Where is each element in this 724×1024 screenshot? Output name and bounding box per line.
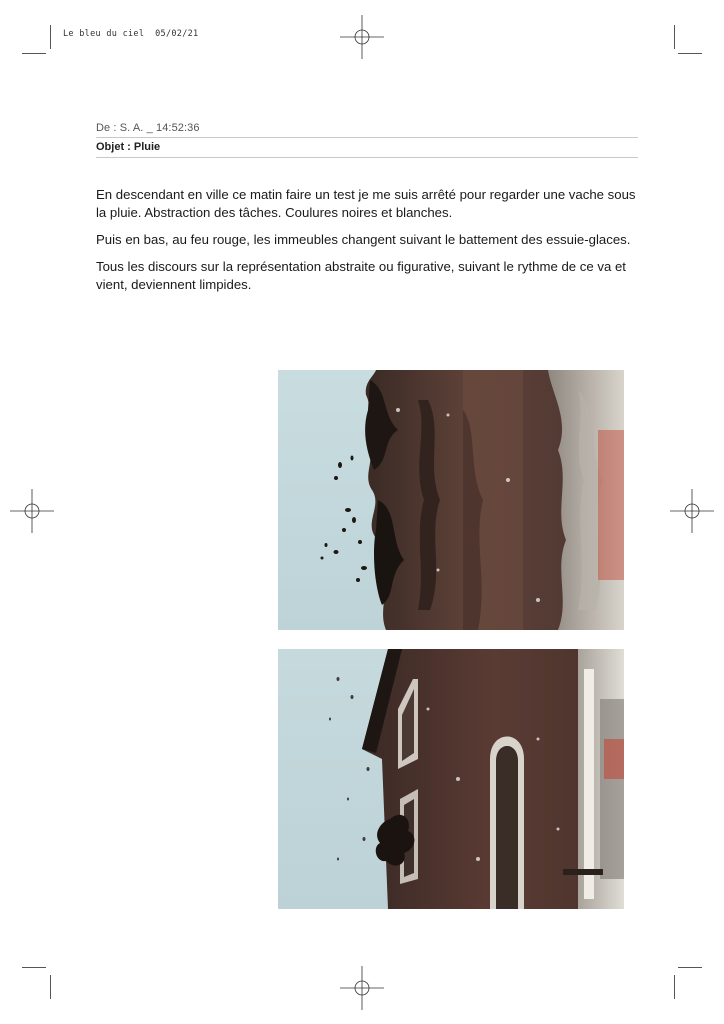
message-header (96, 122, 638, 158)
crop-mark (50, 975, 51, 999)
rain-distorted-building-photo (278, 370, 624, 630)
slug-line (63, 29, 198, 39)
message-body (96, 186, 636, 303)
crop-mark (678, 53, 702, 54)
registration-mark-left (10, 489, 54, 533)
crop-mark (22, 967, 46, 968)
crop-mark (678, 967, 702, 968)
building-through-wet-windshield-photo (278, 649, 624, 909)
paragraph: En descendant en ville ce matin faire un test je me suis arrêté pour regarder une vache sous la pluie. Abstraction des tâches. Coulures noires et blanches. (96, 187, 636, 220)
subject-line: Objet : Pluie (96, 138, 638, 158)
registration-mark-bottom (340, 966, 384, 1010)
slug-title: Le bleu du ciel (63, 29, 145, 39)
crop-mark (674, 25, 675, 49)
registration-mark-right (670, 489, 714, 533)
from-line: De : S. A. _ 14:52:36 (96, 122, 638, 138)
paragraph: Puis en bas, au feu rouge, les immeubles changent suivant le battement des essuie-glaces. (96, 232, 631, 247)
paragraph: Tous les discours sur la représentation abstraite ou figurative, suivant le rythme de ce va et vient, deviennent limpides. (96, 259, 626, 292)
registration-mark-top (340, 15, 384, 59)
crop-mark (22, 53, 46, 54)
crop-mark (50, 25, 51, 49)
crop-mark (674, 975, 675, 999)
slug-date: 05/02/21 (155, 29, 199, 39)
